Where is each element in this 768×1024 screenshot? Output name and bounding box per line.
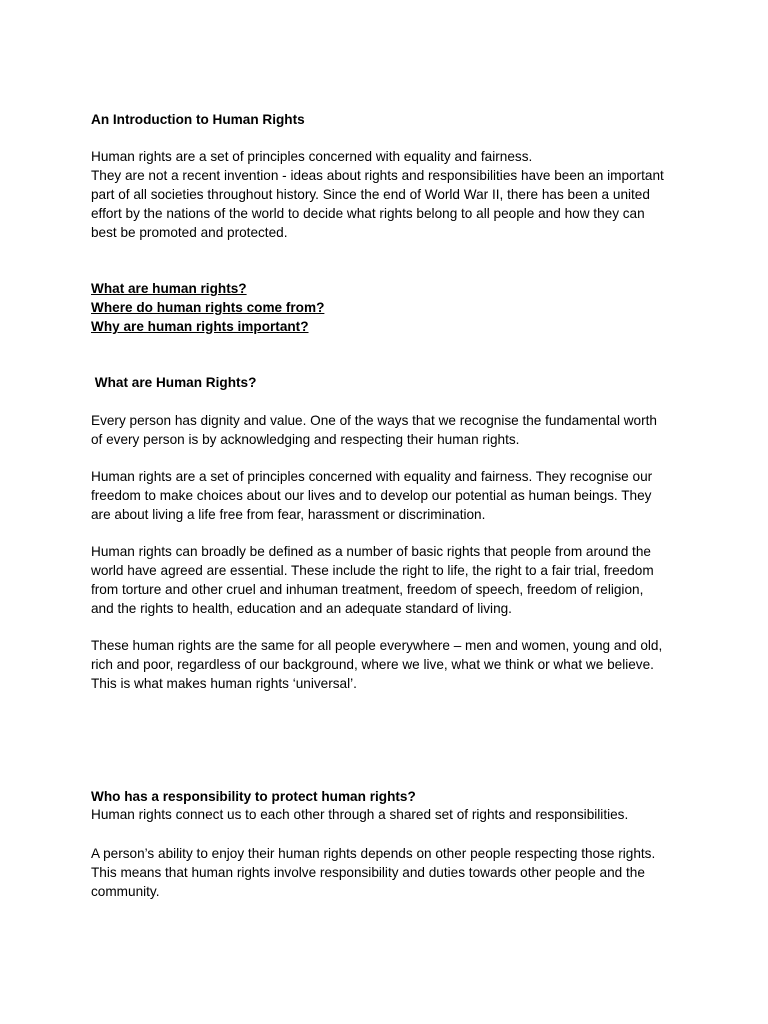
table-of-contents: [91, 280, 691, 337]
intro-line: part of all societies throughout history. Since the end of World War II, there has been a united: [91, 186, 650, 202]
section-heading-what-are-human-rights: What are Human Rights?: [91, 375, 257, 390]
paragraph-line: This is what makes human rights ‘universal’.: [91, 675, 357, 691]
paragraph-line: A person’s ability to enjoy their human rights depends on other people respecting those rights.: [91, 846, 656, 861]
toc-link-why-are-human-rights-important[interactable]: Why are human rights important?: [91, 318, 309, 334]
document-title: An Introduction to Human Rights: [91, 112, 305, 127]
paragraph-line: Every person has dignity and value. One of the ways that we recognise the fundamental worth: [91, 413, 657, 428]
intro-line: They are not a recent invention - ideas about rights and responsibilities have been an important: [91, 167, 664, 183]
intro-line: best be promoted and protected.: [91, 224, 288, 240]
section2-paragraph-1: [91, 806, 691, 825]
paragraph-line: are about living a life free from fear, harassment or discrimination.: [91, 506, 486, 522]
intro-line: Human rights are a set of principles concerned with equality and fairness.: [91, 149, 533, 164]
intro-paragraph: [91, 148, 691, 243]
paragraph-line: Human rights are a set of principles concerned with equality and fairness. They recognise our: [91, 469, 653, 484]
section1-paragraph-3: [91, 543, 691, 619]
paragraph-line: of every person is by acknowledging and respecting their human rights.: [91, 431, 520, 447]
toc-link-where-do-human-rights-come-from[interactable]: Where do human rights come from?: [91, 299, 325, 315]
paragraph-line: This means that human rights involve responsibility and duties towards other people and the: [91, 864, 645, 880]
section1-paragraph-2: [91, 468, 691, 525]
section1-paragraph-4: [91, 637, 691, 694]
section-heading-responsibility: Who has a responsibility to protect human rights?: [91, 789, 416, 804]
paragraph-line: freedom to make choices about our lives and to develop our potential as human beings. They: [91, 487, 652, 503]
section1-paragraph-1: [91, 412, 691, 450]
paragraph-line: rich and poor, regardless of our background, where we live, what we think or what we believe.: [91, 656, 654, 672]
toc-link-what-are-human-rights[interactable]: What are human rights?: [91, 281, 247, 296]
section2-paragraph-2: [91, 845, 691, 902]
paragraph-line: from torture and other cruel and inhuman treatment, freedom of speech, freedom of religion,: [91, 581, 644, 597]
paragraph-line: world have agreed are essential. These include the right to life, the right to a fair trial, freedom: [91, 562, 654, 578]
intro-line: effort by the nations of the world to decide what rights belong to all people and how they can: [91, 205, 645, 221]
paragraph-line: and the rights to health, education and an adequate standard of living.: [91, 600, 512, 616]
paragraph-line: Human rights can broadly be defined as a number of basic rights that people from around the: [91, 544, 651, 559]
paragraph-line: community.: [91, 883, 160, 899]
paragraph-line: Human rights connect us to each other through a shared set of rights and responsibilities.: [91, 807, 629, 822]
paragraph-line: These human rights are the same for all people everywhere – men and women, young and old,: [91, 638, 663, 653]
